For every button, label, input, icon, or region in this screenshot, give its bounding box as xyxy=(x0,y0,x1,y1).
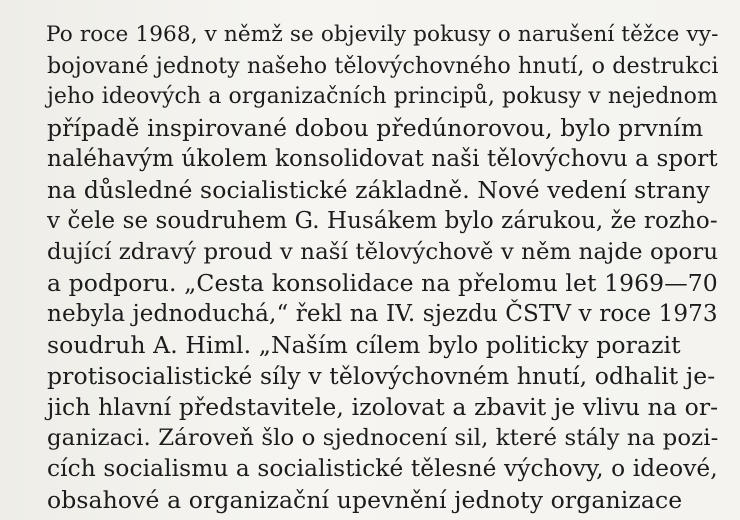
text-line: jich hlavní představitele, izolovat a zbavit je vlivu na or- xyxy=(47,393,719,421)
text-line: obsahové a organizační upevnění jednoty organizace xyxy=(47,486,683,514)
text-line: nebyla jednoduchá,“ řekl na IV. sjezdu ČSTV v roce 1973 xyxy=(47,301,718,327)
text-line: Po roce 1968, v němž se objevily pokusy o narušení těžce vy- xyxy=(46,22,719,47)
text-line: protisocialistické síly v tělovýchovném hnutí, odhalit je- xyxy=(47,362,716,390)
text-line: v čele se soudruhem G. Husákem bylo zárukou, že rozho- xyxy=(47,208,718,234)
text-line: bojované jednoty našeho tělovýchovného hnutí, o destrukci xyxy=(47,53,719,79)
text-line: případě inspirované dobou předúnorovou, bylo prvním xyxy=(47,114,704,142)
text-line: dující zdravý proud v naší tělovýchově v něm najde oporu xyxy=(47,239,719,265)
text-line: jeho ideových a organizačních principů, pokusy v nejednom xyxy=(47,84,718,109)
text-line: cích socialismu a socialistické tělesné výchovy, o ideové, xyxy=(47,455,718,482)
text-line: na důsledné socialistické základně. Nové vedení strany xyxy=(47,176,710,204)
text-line: ganizaci. Zároveň šlo o sjednocení sil, které stály na pozi- xyxy=(47,425,719,451)
text-line: soudruh A. Himl. „Naším cílem bylo politicky porazit xyxy=(47,331,681,359)
text-line: naléhavým úkolem konsolidovat naši tělovýchovu a sport xyxy=(47,146,718,172)
text-line: a podporu. „Cesta konsolidace na přelomu let 1969—70 xyxy=(47,269,718,297)
